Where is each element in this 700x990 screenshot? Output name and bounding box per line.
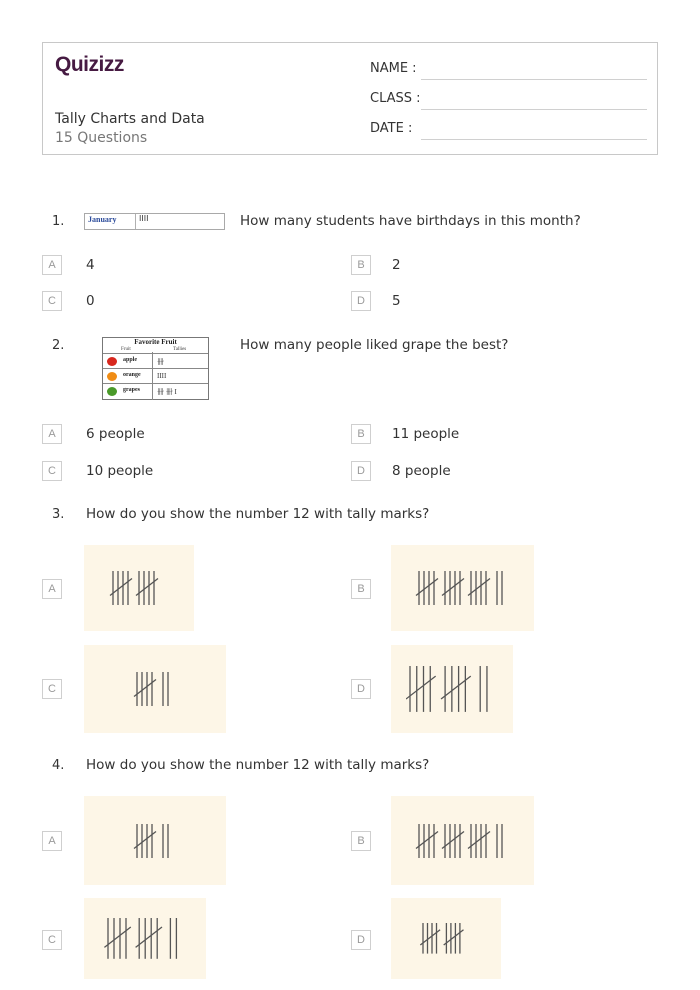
option-letter-d[interactable]: D	[351, 930, 371, 950]
tally-option[interactable]	[84, 545, 194, 631]
fruit-tally: 卌	[157, 358, 164, 366]
fruit-row	[103, 383, 208, 398]
option-letter-b[interactable]: B	[351, 255, 371, 275]
fruit-row	[103, 353, 208, 368]
option-letter-c[interactable]: C	[42, 679, 62, 699]
tally-option[interactable]	[84, 898, 206, 979]
worksheet-title: Tally Charts and Data	[55, 111, 205, 127]
fruit-row	[103, 368, 208, 383]
tallies-col-header: Tallies	[173, 347, 187, 352]
option-letter-a[interactable]: A	[42, 255, 62, 275]
option-letter-b[interactable]: B	[351, 424, 371, 444]
quizizz-logo: Quizizz	[55, 53, 124, 76]
fruit-col-header: Fruit	[121, 347, 131, 352]
tally-option[interactable]	[391, 898, 501, 979]
option-letter-b[interactable]: B	[351, 831, 371, 851]
tally-option[interactable]	[84, 645, 226, 733]
question-text: How many students have birthdays in this month?	[240, 213, 581, 229]
tally-option[interactable]	[391, 796, 534, 885]
fruit-name: apple	[123, 357, 138, 363]
option-text[interactable]: 4	[86, 257, 95, 273]
tally-option[interactable]	[391, 545, 534, 631]
fruit-tally: 卌 卌 I	[157, 388, 177, 396]
tally-marks	[109, 569, 169, 607]
option-text[interactable]: 6 people	[86, 426, 145, 442]
option-letter-c[interactable]: C	[42, 291, 62, 311]
option-text[interactable]: 11 people	[392, 426, 460, 442]
date-field[interactable]	[421, 139, 647, 140]
question-number: 2.	[52, 338, 65, 353]
question-text: How many people liked grape the best?	[240, 337, 509, 353]
orange-icon	[107, 372, 117, 381]
month-label: January	[88, 215, 117, 224]
favorite-fruit-chart	[102, 337, 209, 400]
option-letter-c[interactable]: C	[42, 930, 62, 950]
apple-icon	[107, 357, 117, 366]
name-label: NAME :	[370, 61, 417, 76]
option-letter-b[interactable]: B	[351, 579, 371, 599]
option-letter-a[interactable]: A	[42, 831, 62, 851]
tally-marks	[419, 921, 474, 956]
option-letter-c[interactable]: C	[42, 461, 62, 481]
option-letter-d[interactable]: D	[351, 461, 371, 481]
tally-option[interactable]	[84, 796, 226, 885]
question-text: How do you show the number 12 with tally marks?	[86, 506, 430, 522]
tally-marks	[406, 664, 498, 714]
question-text: How do you show the number 12 with tally marks?	[86, 757, 430, 773]
option-text[interactable]: 0	[86, 293, 95, 309]
class-label: CLASS :	[370, 91, 421, 106]
fruit-tally: IIII	[157, 372, 167, 380]
worksheet-header	[42, 42, 658, 155]
tally-marks	[104, 916, 186, 961]
option-text[interactable]: 8 people	[392, 463, 451, 479]
fruit-name: orange	[123, 372, 141, 378]
month-tally-image	[84, 213, 225, 230]
name-field[interactable]	[421, 79, 647, 80]
question-number: 4.	[52, 758, 65, 773]
option-text[interactable]: 10 people	[86, 463, 154, 479]
question-number: 3.	[52, 507, 65, 522]
option-letter-d[interactable]: D	[351, 679, 371, 699]
month-tally: IIII	[139, 214, 149, 223]
class-field[interactable]	[421, 109, 647, 110]
option-letter-a[interactable]: A	[42, 579, 62, 599]
question-count: 15 Questions	[55, 130, 148, 146]
image-divider	[135, 214, 136, 229]
tally-option[interactable]	[391, 645, 513, 733]
option-letter-a[interactable]: A	[42, 424, 62, 444]
tally-marks	[133, 822, 177, 860]
question-number: 1.	[52, 214, 65, 229]
fruit-name: grapes	[123, 387, 140, 393]
fruit-chart-title: Favorite Fruit	[134, 338, 177, 346]
grapes-icon	[107, 387, 117, 396]
tally-marks	[415, 569, 511, 607]
date-label: DATE :	[370, 121, 413, 136]
option-letter-d[interactable]: D	[351, 291, 371, 311]
tally-marks	[415, 822, 511, 860]
option-text[interactable]: 2	[392, 257, 401, 273]
tally-marks	[133, 670, 177, 708]
option-text[interactable]: 5	[392, 293, 401, 309]
